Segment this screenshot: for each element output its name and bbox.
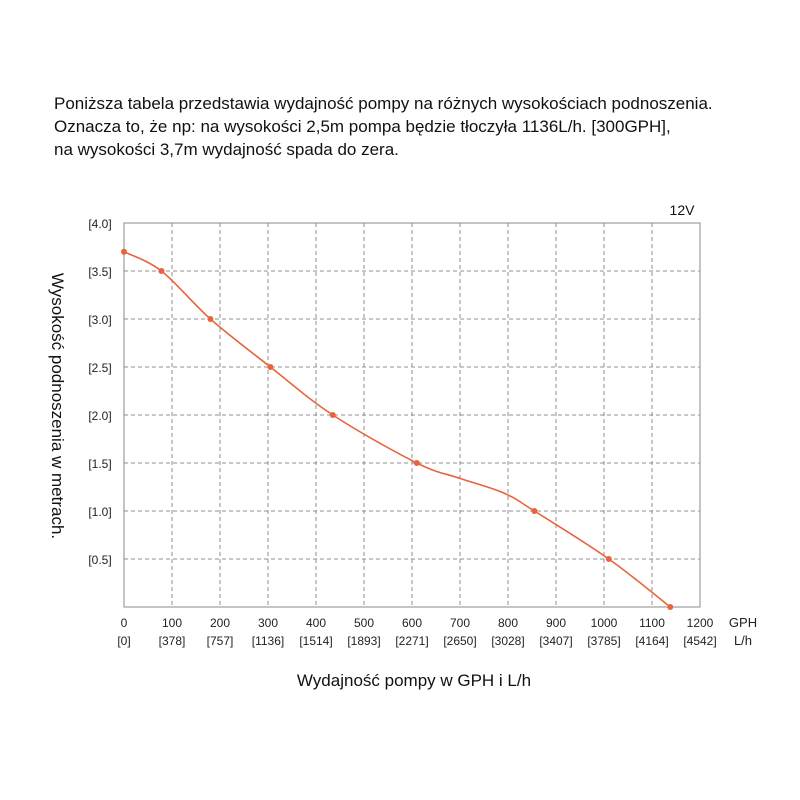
x-tick-gph: 800 bbox=[497, 616, 519, 630]
x-tick-lh: [2271] bbox=[395, 634, 429, 648]
tick-labels bbox=[88, 217, 716, 648]
x-tick-gph: 900 bbox=[545, 616, 567, 630]
x-tick-lh: [3028] bbox=[491, 634, 525, 648]
x-tick-lh: [4164] bbox=[635, 634, 669, 648]
data-point bbox=[606, 556, 612, 562]
x-tick-gph: 300 bbox=[257, 616, 279, 630]
y-tick: [0.5] bbox=[88, 553, 112, 567]
data-point bbox=[121, 249, 127, 255]
x-tick-lh: [3407] bbox=[539, 634, 573, 648]
y-axis-title: Wysokość podnoszenia w metrach. bbox=[48, 272, 67, 540]
data-point bbox=[531, 508, 537, 514]
intro-line-3: na wysokości 3,7m wydajność spada do zera. bbox=[54, 140, 399, 159]
intro-line-1: Poniższa tabela przedstawia wydajność pompy na różnych wysokościach podnoszenia. bbox=[54, 94, 713, 113]
x-tick-lh: [757] bbox=[206, 634, 234, 648]
x-tick-gph: 1100 bbox=[639, 616, 665, 630]
x-tick-lh: [378] bbox=[158, 634, 186, 648]
series-line bbox=[124, 252, 670, 607]
grid bbox=[124, 223, 700, 607]
x-tick-lh: [1136] bbox=[251, 634, 285, 648]
x-axis-title: Wydajność pompy w GPH i L/h bbox=[296, 671, 532, 690]
data-point bbox=[207, 316, 213, 322]
x-tick-gph: 1000 bbox=[590, 616, 618, 630]
x-tick-lh: [4542] bbox=[683, 634, 717, 648]
y-tick: [3.5] bbox=[88, 265, 112, 279]
data-point bbox=[330, 412, 336, 418]
x-tick-gph: 700 bbox=[449, 616, 471, 630]
y-tick: [1.5] bbox=[88, 457, 112, 471]
data-point bbox=[667, 604, 673, 610]
x-tick-lh: [3785] bbox=[587, 634, 621, 648]
voltage-label: 12V bbox=[669, 202, 695, 218]
x-tick-lh: [2650] bbox=[443, 634, 477, 648]
y-tick: [2.5] bbox=[88, 361, 112, 375]
y-tick: [1.0] bbox=[88, 505, 112, 519]
x-tick-gph: 200 bbox=[209, 616, 231, 630]
x-tick-lh: [1893] bbox=[347, 634, 381, 648]
y-tick: [3.0] bbox=[88, 313, 112, 327]
x-tick-gph: 600 bbox=[401, 616, 423, 630]
intro-line-2: Oznacza to, że np: na wysokości 2,5m pompa będzie tłoczyła 1136L/h. [300GPH], bbox=[54, 117, 671, 136]
x-tick-gph: 100 bbox=[161, 616, 183, 630]
x-unit-lh: L/h bbox=[733, 633, 753, 648]
x-tick-lh: [0] bbox=[117, 634, 131, 648]
series bbox=[121, 249, 673, 610]
y-tick: [2.0] bbox=[88, 409, 112, 423]
x-unit-gph: GPH bbox=[728, 615, 758, 630]
data-point bbox=[158, 268, 164, 274]
x-tick-gph: 0 bbox=[120, 616, 128, 630]
x-tick-lh: [1514] bbox=[299, 634, 333, 648]
data-point bbox=[414, 460, 420, 466]
data-point bbox=[267, 364, 273, 370]
x-tick-gph: 500 bbox=[353, 616, 375, 630]
x-tick-gph: 400 bbox=[305, 616, 327, 630]
x-tick-gph: 1200 bbox=[686, 616, 714, 630]
y-tick: [4.0] bbox=[88, 217, 112, 231]
